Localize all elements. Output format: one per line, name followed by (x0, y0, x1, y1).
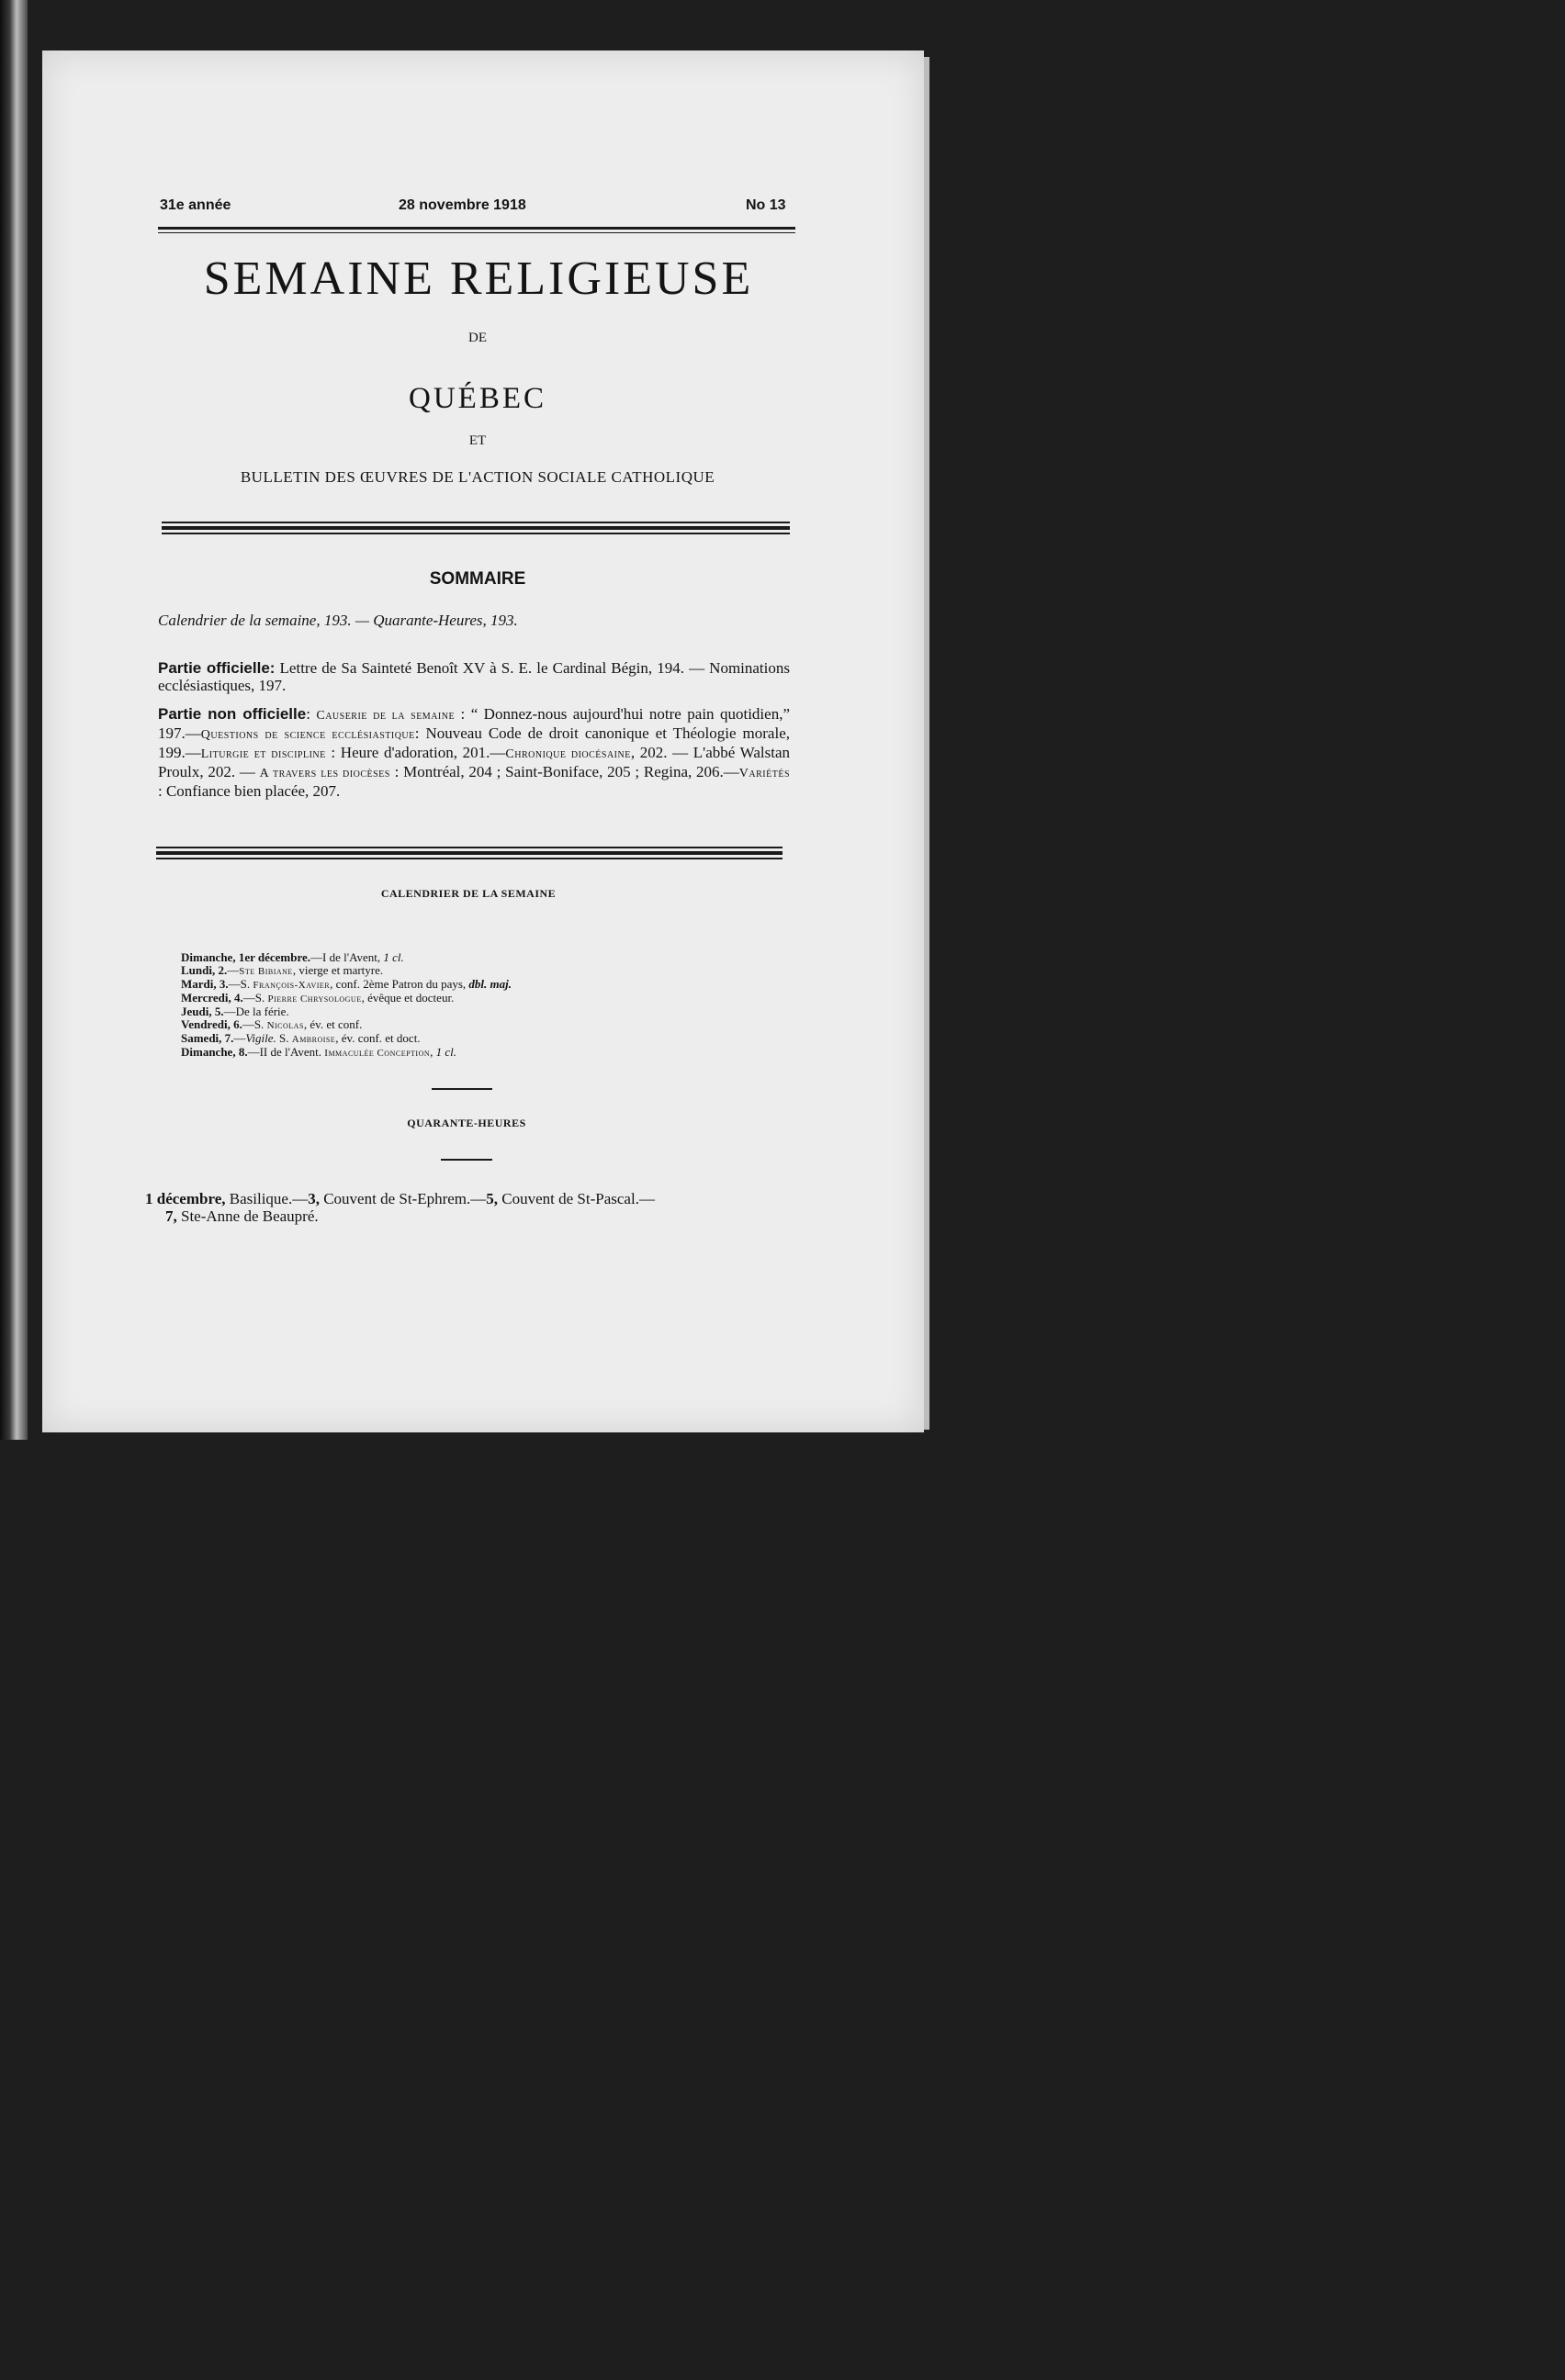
issue-date: 28 novembre 1918 (399, 197, 526, 213)
calendar-day: Lundi, 2. (181, 963, 228, 977)
rank: dbl. maj. (468, 977, 512, 991)
calendrier-list (181, 951, 732, 1060)
text-run: , 202. — L'abbé Walstan Proulx, 202. — (158, 744, 791, 780)
section-name: Liturgie et discipline (200, 747, 326, 761)
short-divider (441, 1159, 492, 1161)
partie-officielle (158, 659, 790, 694)
sommaire-rule-3 (156, 858, 782, 859)
section-name: Chronique diocésaine (505, 747, 631, 761)
calendar-entry (181, 1032, 732, 1046)
text-run: , évêque et docteur. (361, 991, 455, 1005)
calendar-entry (181, 992, 732, 1005)
calendar-day: Mercredi, 4. (181, 991, 243, 1005)
text-run: , év. et conf. (303, 1017, 363, 1031)
header-rule-thick (158, 227, 795, 230)
calendar-day: Mardi, 3. (181, 977, 229, 991)
saint-name: François-Xavier (253, 980, 331, 991)
masthead-bulletin: BULLETIN DES ŒUVRES DE L'ACTION SOCIALE CATHOLIQUE (240, 468, 715, 486)
issue-number: No 13 (746, 197, 786, 213)
calendar-entry (181, 1018, 732, 1032)
date-run: 5, (486, 1190, 499, 1207)
section-name: A travers les diocèses (259, 767, 390, 780)
calendar-entry (181, 1005, 732, 1018)
text-run: : Montréal, 204 ; Saint-Boniface, 205 ; Regina, 206.— (389, 763, 739, 780)
sommaire-rule-2 (156, 851, 782, 855)
header-rule-thin (158, 232, 795, 233)
masthead-title: SEMAINE RELIGIEUSE (203, 253, 754, 305)
masthead-rule-1 (162, 522, 790, 523)
text-run: , (430, 1045, 436, 1059)
section-name: Variétés (738, 767, 790, 780)
quarante-heures-text (145, 1190, 788, 1225)
text-run: , év. conf. et doct. (335, 1031, 421, 1045)
date-run: 7, (165, 1207, 177, 1225)
quarante-heures-title: QUARANTE-HEURES (407, 1117, 526, 1129)
vigil-label: Vigile. (245, 1031, 276, 1045)
calendar-day: Dimanche, 1er décembre. (181, 950, 311, 964)
partie-non-officielle (158, 705, 790, 800)
text-run: Basilique.— (225, 1190, 309, 1207)
feast-name: Immaculée Conception (324, 1048, 431, 1059)
text-run: —S. (242, 991, 268, 1005)
page-edge-shadow (924, 57, 929, 1430)
text-run: —I de l'Avent, (310, 950, 384, 964)
text-run: : Heure d'adoration, 201.— (325, 744, 506, 761)
issue-year: 31e année (160, 197, 231, 213)
sommaire-calendar-line: Calendrier de la semaine, 193. — Quarante-Heures, 193. (158, 612, 518, 629)
rank: 1 cl. (383, 950, 404, 964)
text-run: S. (276, 1031, 292, 1045)
masthead-rule-3 (162, 533, 790, 534)
masthead-et: ET (468, 433, 487, 448)
text-run: Couvent de St-Ephrem.— (319, 1190, 487, 1207)
text-run: : Confiance bien placée, 207. (158, 782, 341, 800)
masthead-de: DE (468, 331, 487, 345)
calendar-day: Dimanche, 8. (181, 1045, 248, 1059)
calendrier-title: CALENDRIER DE LA SEMAINE (380, 887, 557, 900)
masthead-rule-2 (162, 526, 790, 530)
text-run: : “ Donnez-nous aujourd'hui notre pain quotidien,” 197.— (158, 705, 790, 742)
date-run: 3, (308, 1190, 320, 1207)
calendar-day: Vendredi, 6. (181, 1017, 242, 1031)
rank: 1 cl. (435, 1045, 457, 1059)
text-run: , conf. 2ème Patron du pays, (330, 977, 469, 991)
text-run: —S. (242, 1017, 267, 1031)
calendar-day: Jeudi, 5. (181, 1005, 224, 1018)
partie-officielle-text: Lettre de Sa Sainteté Benoît XV à S. E. le Cardinal Bégin, 194. — Nominations ecclésiastiques, 197. (158, 659, 790, 694)
saint-name: Nicolas (266, 1020, 304, 1031)
text-run: Ste-Anne de Beaupré. (176, 1207, 319, 1225)
section-name: Questions de science ecclésiastique (200, 728, 415, 742)
text-run: —II de l'Avent. (247, 1045, 325, 1059)
section-name: Causerie de la semaine (316, 709, 456, 723)
calendar-entry (181, 964, 732, 978)
text-run: : Nouveau Code de droit canonique et Théologie morale, 199.— (158, 724, 790, 761)
calendar-entry (181, 1046, 732, 1060)
calendar-entry (181, 951, 732, 964)
text-run: , vierge et martyre. (292, 963, 384, 977)
masthead-city: QUÉBEC (409, 382, 546, 415)
date-run: 1 décembre, (145, 1190, 226, 1207)
text-run: Couvent de St-Pascal.— (498, 1190, 655, 1207)
calendar-day: Samedi, 7. (181, 1031, 234, 1045)
partie-non-officielle-label: Partie non officielle (158, 705, 307, 723)
sommaire-rule-1 (156, 847, 782, 848)
saint-name: Pierre Chrysologue (267, 994, 362, 1005)
text-run: —De la férie. (223, 1005, 289, 1018)
text-run: — (227, 963, 240, 977)
calendar-entry (181, 978, 732, 992)
short-divider (432, 1088, 492, 1090)
partie-officielle-label: Partie officielle: (158, 659, 276, 677)
saint-name: Ste Bibiane (239, 966, 293, 977)
text-run: : (306, 705, 317, 723)
text-run: — (233, 1031, 246, 1045)
saint-name: Ambroise (291, 1034, 336, 1045)
text-run: —S. (228, 977, 253, 991)
sommaire-title: SOMMAIRE (429, 569, 526, 589)
adjacent-page-edge (0, 0, 28, 1440)
